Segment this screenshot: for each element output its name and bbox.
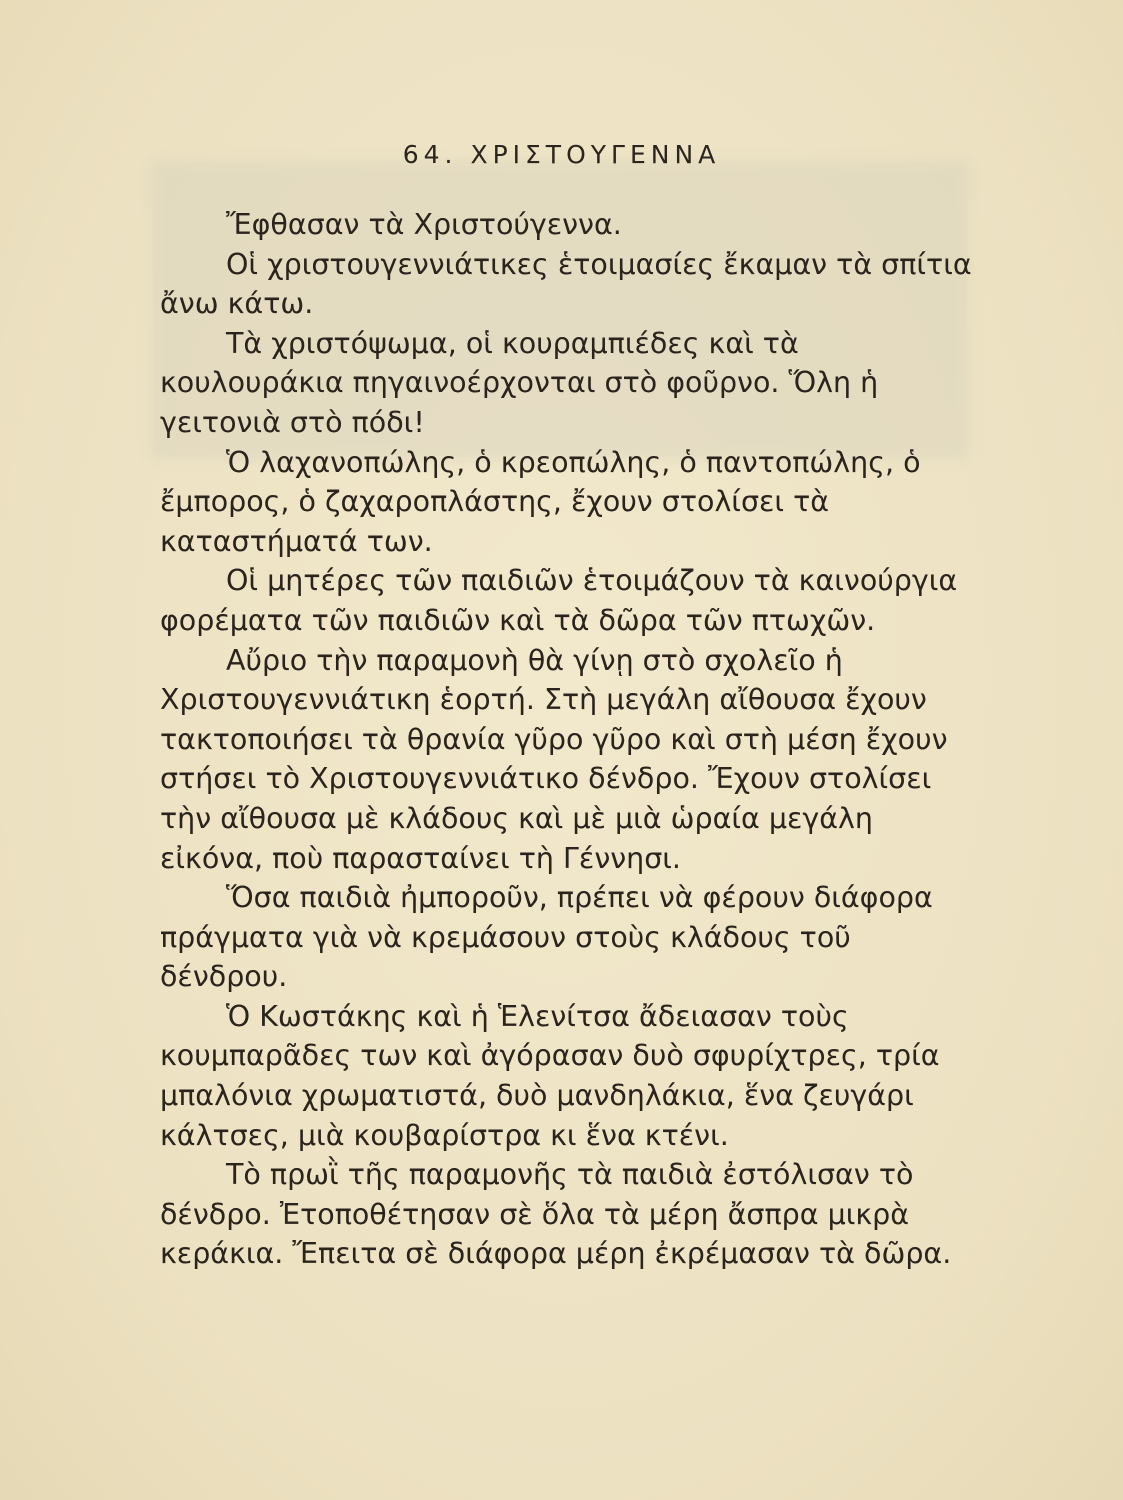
- paragraph: Ἔφθασαν τὰ Χριστούγεννα.: [226, 208, 622, 241]
- chapter-heading: 64. ΧΡΙΣΤΟΥΓΕΝΝΑ: [402, 140, 721, 169]
- paragraph: Οἱ μητέρες τῶν παιδιῶν ἑτοιμάζουν τὰ καινούργια φορέματα τῶν παιδιῶν καὶ τὰ δῶρα τῶν πτωχῶν.: [160, 564, 958, 637]
- paragraph: Τὸ πρωῒ τῆς παραμονῆς τὰ παιδιὰ ἐστόλισαν τὸ δένδρο. Ἐτοποθέτησαν σὲ ὅλα τὰ μέρη ἄσπρα μικρὰ κεράκια. Ἔπειτα σὲ διάφορα μέρη ἐκρέμασαν τὰ δῶρα.: [160, 1158, 952, 1271]
- paragraph: Ὁ Κωστάκης καὶ ἡ Ἑλενίτσα ἄδειασαν τοὺς κουμπαρᾶδες των καὶ ἀγόρασαν δυὸ σφυρίχτρες, τρία μπαλόνια χρωματιστά, δυὸ μανδηλάκια, ἕνα ζευγάρι κάλτσες, μιὰ κουβαρίστρα κι ἕνα κτένι.: [160, 999, 940, 1152]
- paragraph: Ὁ λαχανοπώλης, ὁ κρεοπώλης, ὁ παντοπώλης, ὁ ἔμπορος, ὁ ζαχαροπλάστης, ἔχουν στολίσει τὰ καταστήματά των.: [160, 445, 921, 558]
- paragraph: Οἱ χριστουγεννιάτικες ἑτοιμασίες ἔκαμαν τὰ σπίτια ἄνω κάτω.: [160, 247, 972, 321]
- paragraph: Ὅσα παιδιὰ ἠμποροῦν, πρέπει νὰ φέρουν διάφορα πράγματα γιὰ νὰ κρεμάσουν στοὺς κλάδους τοῦ δένδρου.: [160, 881, 933, 994]
- paragraph: Αὔριο τὴν παραμονὴ θὰ γίνῃ στὸ σχολεῖο ἡ Χριστουγεννιάτικη ἑορτή. Στὴ μεγάλη αἴθουσα ἔχουν τακτοποιήσει τὰ θρανία γῦρο γῦρο καὶ στὴ μέση ἔχουν στήσει τὸ Χριστουγεννιάτικο δένδρο. Ἔχουν στολίσει τὴν αἴθουσα μὲ κλάδους καὶ μὲ μιὰ ὡραία μεγάλη εἰκόνα, ποὺ παρασταίνει τὴ Γέννησι.: [160, 643, 948, 875]
- chapter-body: [160, 205, 975, 1274]
- paragraph: Τὰ χριστόψωμα, οἱ κουραμπιέδες καὶ τὰ κουλουράκια πηγαινοέρχονται στὸ φοῦρνο. Ὅλη ἡ γειτονιὰ στὸ πόδι!: [160, 326, 879, 439]
